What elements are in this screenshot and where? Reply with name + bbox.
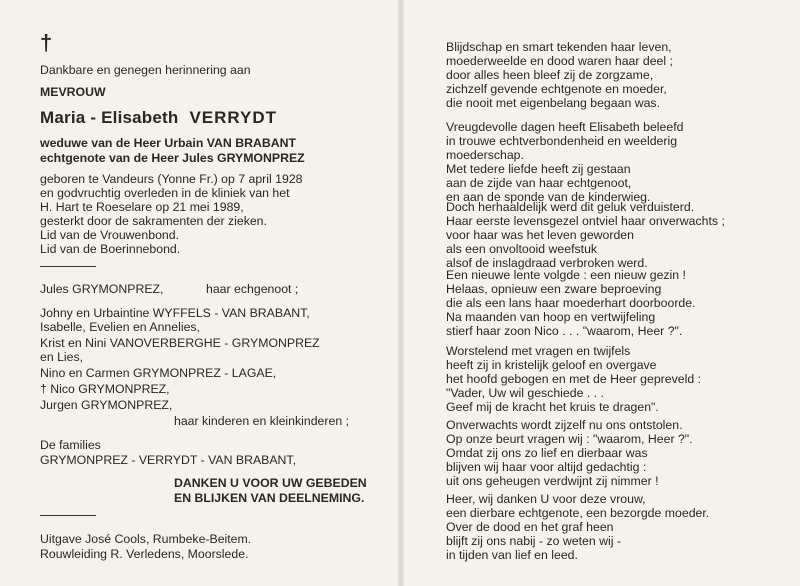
family-line: en Lies, [40,350,84,364]
poem-stanza [446,120,683,204]
deceased-first-name: Maria - Elisabeth [40,108,179,127]
family-line: Nino en Carmen GRYMONPREZ - LAGAE, [40,366,277,380]
poem-line: Geef mij de kracht het kruis te dragen". [446,400,659,414]
poem-stanza [446,40,673,110]
family-line: Krist en Nini VANOVERBERGHE - GRYMONPREZ [40,336,320,350]
bio-line: en godvruchtig overleden in de kliniek van het [40,186,290,200]
family-line: Johny en Urbaintine WYFFELS - VAN BRABANT, [40,306,310,320]
poem-stanza [446,344,701,414]
poem-line: stierf haar zoon Nico . . . "waarom, Heer ?". [446,324,683,338]
card-fold [398,0,404,586]
divider [40,266,96,267]
poem-line: moederweelde en dood waren haar deel ; [446,54,673,68]
poem-line: het hoofd gebogen en met de Heer gepreveld : [446,372,702,386]
funeral-director: Rouwleiding R. Verledens, Moorslede. [40,547,249,561]
poem-line: aan de zijde van haar echtgenoot, [446,176,632,190]
poem-line: Omdat zij ons zo lief en dierbaar was [446,446,648,460]
membership-line: Lid van de Vrouwenbond. [40,228,180,242]
poem-line: Onverwachts wordt zijzelf nu ons ontstolen. [446,418,683,432]
bio-line: geboren te Vandeurs (Yonne Fr.) op 7 april 1928 [40,172,303,186]
poem-line: Doch herhaaldelijk werd dit geluk verduisterd. [446,200,695,214]
deceased-name [40,108,277,128]
poem-line: die nooit met eigenbelang begaan was. [446,96,660,110]
family-role: haar kinderen en kleinkinderen ; [174,414,350,428]
poem-stanza [446,492,709,562]
spouse-role: haar echgenoot ; [206,282,299,296]
poem-line: alsof de inslagdraad verbroken werd. [446,256,648,270]
membership-line: Lid van de Boerinnebond. [40,242,181,256]
deceased-last-name: VERRYDT [189,108,278,127]
poem-line: Op onze beurt vragen wij : "waarom, Heer ?". [446,432,693,446]
poem-line: "Vader, Uw wil geschiede . . . [446,386,604,400]
poem-line: Vreugdevolle dagen heeft Elisabeth beleefd [446,120,684,134]
poem-stanza [446,418,693,488]
bio-line: H. Hart te Roeselare op 21 mei 1989, [40,200,244,214]
poem-line: Helaas, opnieuw een zware beproeving [446,282,662,296]
poem-line: uit ons geheugen verdwijnt zij nimmer ! [446,474,659,488]
poem-line: Een nieuwe lente volgde : een nieuw gezin ! [446,268,686,282]
poem-line: blijft zij ons nabij - zo weten wij - [446,534,621,548]
biography [40,172,368,228]
family-line: Jurgen GRYMONPREZ, [40,398,173,412]
poem-line: Blijdschap en smart tekenden haar leven, [446,40,672,54]
widow-of: weduwe van de Heer Urbain VAN BRABANT [40,136,297,150]
family-line: † Nico GRYMONPREZ, [40,382,170,396]
poem-stanza [446,268,696,338]
poem-line: door alles heen bleef zij de zorgzame, [446,68,654,82]
poem-line: Haar eerste levensgezel ontviel haar onverwachts ; [446,214,725,228]
poem-line: Over de dood en het graf heen [446,520,614,534]
spouse-of: echtgenote van de Heer Jules GRYMONPREZ [40,151,305,165]
poem-line: in tijden van lief en leed. [446,548,578,562]
poem-line: heeft zij in kristelijk geloof en overgave [446,358,657,372]
poem-line: Heer, wij danken U voor deze vrouw, [446,492,646,506]
bio-line: gesterkt door de sakramenten der zieken. [40,214,267,228]
poem-stanza [446,200,725,270]
poem-line: als een onvoltooid weefstuk [446,242,598,256]
poem-line: zichzelf gevende echtgenote en moeder, [446,82,667,96]
poem-line: voor haar was het leven geworden [446,228,634,242]
honorific: MEVROUW [40,85,106,99]
family-line: Isabelle, Evelien en Annelies, [40,320,200,334]
poem-line: Met tedere liefde heeft zij gestaan [446,162,631,176]
divider [40,515,96,516]
intro-line: Dankbare en genegen herinnering aan [40,63,251,77]
families-label: De families [40,438,101,452]
poem-line: Worstelend met vragen en twijfels [446,344,631,358]
poem-line: en aan de sponde van de kinderwieg. [446,190,651,204]
families-names: GRYMONPREZ - VERRYDT - VAN BRABANT, [40,453,297,467]
poem-line: moederschap. [446,148,524,162]
poem-line: blijven wij haar voor altijd gedachtig : [446,460,647,474]
spouse-name: Jules GRYMONPREZ, [40,282,164,296]
publisher: Uitgave José Cools, Rumbeke-Beitem. [40,532,252,546]
poem-line: een dierbare echtgenote, een bezorgde moeder. [446,506,710,520]
cross-symbol: † [40,30,53,55]
poem-line: in trouwe echtverbondenheid en weelderig [446,134,678,148]
poem-line: Na maanden van hoop en vertwijfeling [446,310,656,324]
poem-line: die als een lans haar moederhart doorboorde. [446,296,696,310]
thanks-line: EN BLIJKEN VAN DEELNEMING. [174,491,365,505]
thanks-line: DANKEN U VOOR UW GEBEDEN [174,476,367,490]
